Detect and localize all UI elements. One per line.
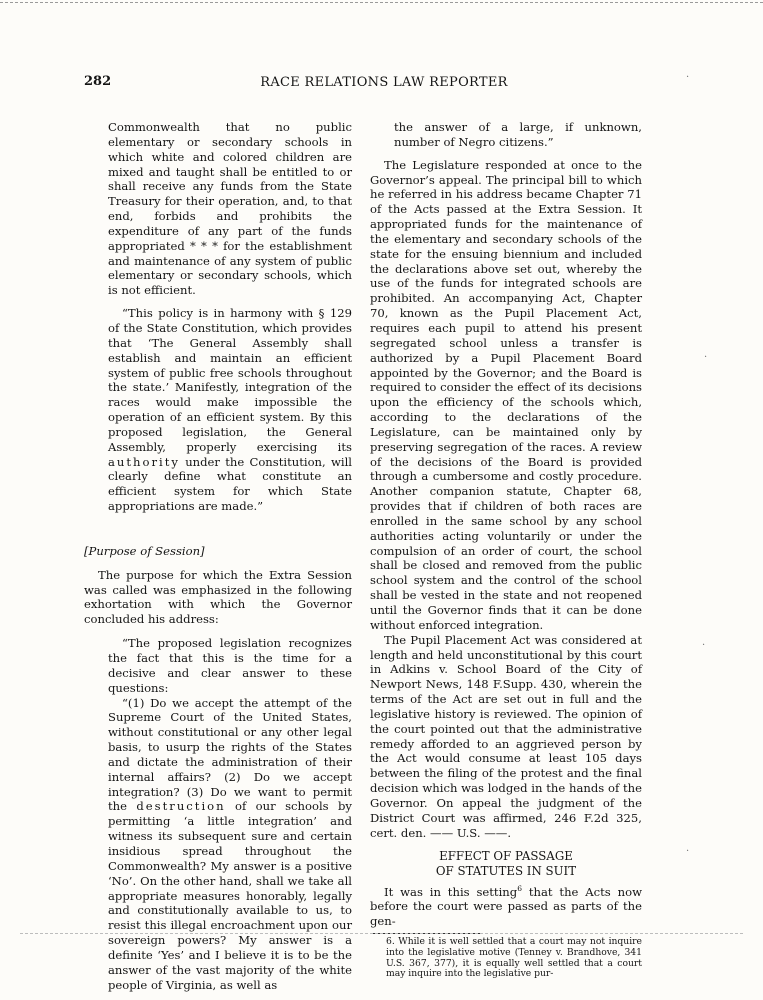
right-column	[370, 120, 642, 980]
quote-ending: the answer of a large, if unknown, number of Negro citizens.”	[394, 120, 642, 149]
scan-speck: ·	[686, 72, 690, 83]
running-title: RACE RELATIONS LAW REPORTER	[260, 75, 508, 90]
paragraph-legislature: The Legislature responded at once to the Governor’s appeal. The principal bill to which he referred in his address became Chapter 71 of the Acts passed at the Extra Session. It appropriated funds for the maintenance of the elementary and secondary schools of the state for the ensuing biennium and included the declarations above set out, whereby the use of the funds for integrated schools are prohibited. An accompanying Act, Chapter 70, known as the Pupil Placement Act, requires each pupil to attend his present segregated school unless a transfer is authorized by a Pupil Placement Board appointed by the Governor; and the Board is required to consider the effect of its decisions upon the efficiency of the schools which, according to the declarations of the Legislature, can be maintained only by preserving segregation of the races. A review of the decisions of the Board is provided through a cumbersome and costly procedure. Another companion statute, Chapter 68, provides that if children of both races are enrolled in the same school by any school authorities acting voluntarily or under the compulsion of an order of court, the school shall be closed and removed from the public school system and the control of the school shall be vested in the state and not reopened until the Governor finds that it can be done without enforced integration.	[370, 157, 642, 632]
quote-policy-paragraph: “This policy is in harmony with § 129 of the State Constitution, which provides that ‘The General Assembly shall establish and maintain an efficient system of public free schools throughout the state.’ Manifestly, integration of the races would make impossible the operation of an efficient system. By this proposed legislation, the General Assembly, properly exercising its authority under the Constitution, will clearly define what constitute an efficient system for which State appropriations are made.”	[108, 306, 352, 514]
paragraph-setting: It was in this setting$^6$ that the Acts now before the court were passed as parts of the gen-	[370, 883, 642, 929]
footnote: 6. While it is well settled that a court may not inquire into the legislative motive (Tenney v. Brandhove, 341 U.S. 367, 377), it is equally well settled that a court may inquire into the legislative pur-	[386, 936, 642, 980]
top-scan-border	[0, 2, 763, 3]
left-column	[84, 120, 352, 1000]
scan-speck: ·	[704, 352, 708, 363]
section-heading-effect: EFFECT OF PASSAGE OF STATUTES IN SUIT	[435, 848, 577, 878]
scan-speck: ·	[686, 846, 690, 857]
page-number: 282	[84, 74, 112, 89]
paragraph-purpose: The purpose for which the Extra Session was called was emphasized in the following exhortation with which the Governor concluded his address:	[84, 567, 352, 627]
paragraph-pupil-placement: The Pupil Placement Act was considered at length and held unconstitutional by this court in Adkins v. School Board of the City of Newport News, 148 F.Supp. 430, wherein the terms of the Act are set out in full and the legislative history is reviewed. The opinion of the court pointed out that the administrative remedy afforded to an aggrieved person by the Act would consume at least 105 days between the filing of the protest and the final decision which was lodged in the hands of the Governor. On appeal the judgment of the District Court was affirmed, 246 F.2d 325, cert. den. —— U.S. ——.	[370, 632, 642, 840]
footnote-reference: 6	[517, 883, 522, 893]
quote-questions: “(1) Do we accept the attempt of the Supreme Court of the United States, without constitutional or any other legal basis, to usurp the rights of the States and dictate the administration of their internal affairs? (2) Do we accept integration? (3) Do we want to permit the destruction of our schools by permitting ‘a little integration’ and witness its subsequent sure and certain insidious spread throughout the Commonwealth? My answer is a positive ‘No’. On the other hand, shall we take all appropriate measures honorably, legally and constitutionally available to us, to resist this illegal encroachment upon our sovereign powers? My answer is a definite ‘Yes’ and I believe it is to be the answer of the vast majority of the white people of Virginia, as well as	[108, 695, 352, 992]
page-header	[84, 74, 684, 94]
bottom-scan-border	[20, 933, 743, 934]
scan-speck: ·	[702, 640, 706, 651]
quote-proposed-legislation: “The proposed legislation recognizes the fact that this is the time for a decisive and clear answer to these questions:	[108, 636, 352, 695]
section-heading: [Purpose of Session]	[84, 543, 205, 558]
quote-continuation: Commonwealth that no public elementary or secondary schools in which white and colored children are mixed and taught shall be entitled to or shall receive any funds from the State Treasury for their operation, and, to that end, forbids and prohibits the expenditure of any part of the funds appropriated * * * for the establishment and maintenance of any system of public elementary or secondary schools, which is not efficient.	[108, 120, 352, 298]
